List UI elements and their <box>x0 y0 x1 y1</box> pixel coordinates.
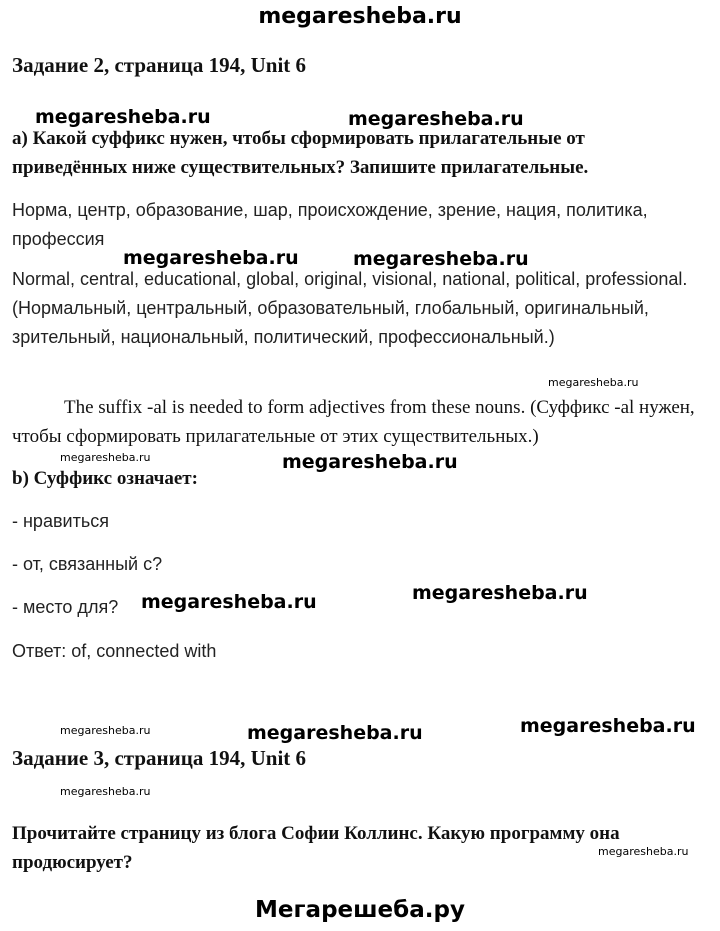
watermark: megaresheba.ru <box>60 785 151 798</box>
task-2-title: Задание 2, страница 194, Unit 6 <box>12 53 307 77</box>
task-3-question: Прочитайте страницу из блога Софии Коллинс. Какую программу она продюсирует? <box>12 823 620 873</box>
answer-b: Ответ: of, connected with <box>12 641 217 661</box>
watermark: megaresheba.ru <box>60 451 151 464</box>
site-header: megaresheba.ru <box>258 4 462 29</box>
watermark: megaresheba.ru <box>35 106 211 128</box>
option-item: - место для? <box>12 597 119 617</box>
watermark: megaresheba.ru <box>282 451 458 473</box>
answer-adjectives: Normal, central, educational, global, original, visional, national, political, professional. (Нормальный, центральный, образовательный, глобальный, оригинальный, зрительный, национальный, политический, профессиональный.) <box>12 269 688 347</box>
watermark: megaresheba.ru <box>348 108 524 130</box>
watermark: megaresheba.ru <box>520 715 696 737</box>
watermark: megaresheba.ru <box>598 845 689 858</box>
option-item: - нравиться <box>12 511 109 531</box>
part-a-question: a) Какой суффикс нужен, чтобы сформировать прилагательные от приведённых ниже существительных? Запишите прилагательные. <box>12 128 589 178</box>
watermark: megaresheba.ru <box>141 591 317 613</box>
option-item: - от, связанный с? <box>12 554 163 574</box>
task-3-title: Задание 3, страница 194, Unit 6 <box>12 746 307 770</box>
watermark: megaresheba.ru <box>412 582 588 604</box>
watermark: megaresheba.ru <box>247 722 423 744</box>
watermark: megaresheba.ru <box>123 247 299 269</box>
site-footer: Мегарешеба.ру <box>255 897 465 923</box>
watermark: megaresheba.ru <box>548 376 639 389</box>
part-b-question: b) Суффикс означает: <box>12 468 198 489</box>
watermark: megaresheba.ru <box>353 248 529 270</box>
nouns-list: Норма, центр, образование, шар, происхождение, зрение, нация, политика, профессия <box>12 200 648 249</box>
watermark: megaresheba.ru <box>60 724 151 737</box>
suffix-note: The suffix -al is needed to form adjectives from these nouns. (Суффикс -al нужен, чтобы сформировать прилагательные от этих существительных.) <box>12 397 695 447</box>
